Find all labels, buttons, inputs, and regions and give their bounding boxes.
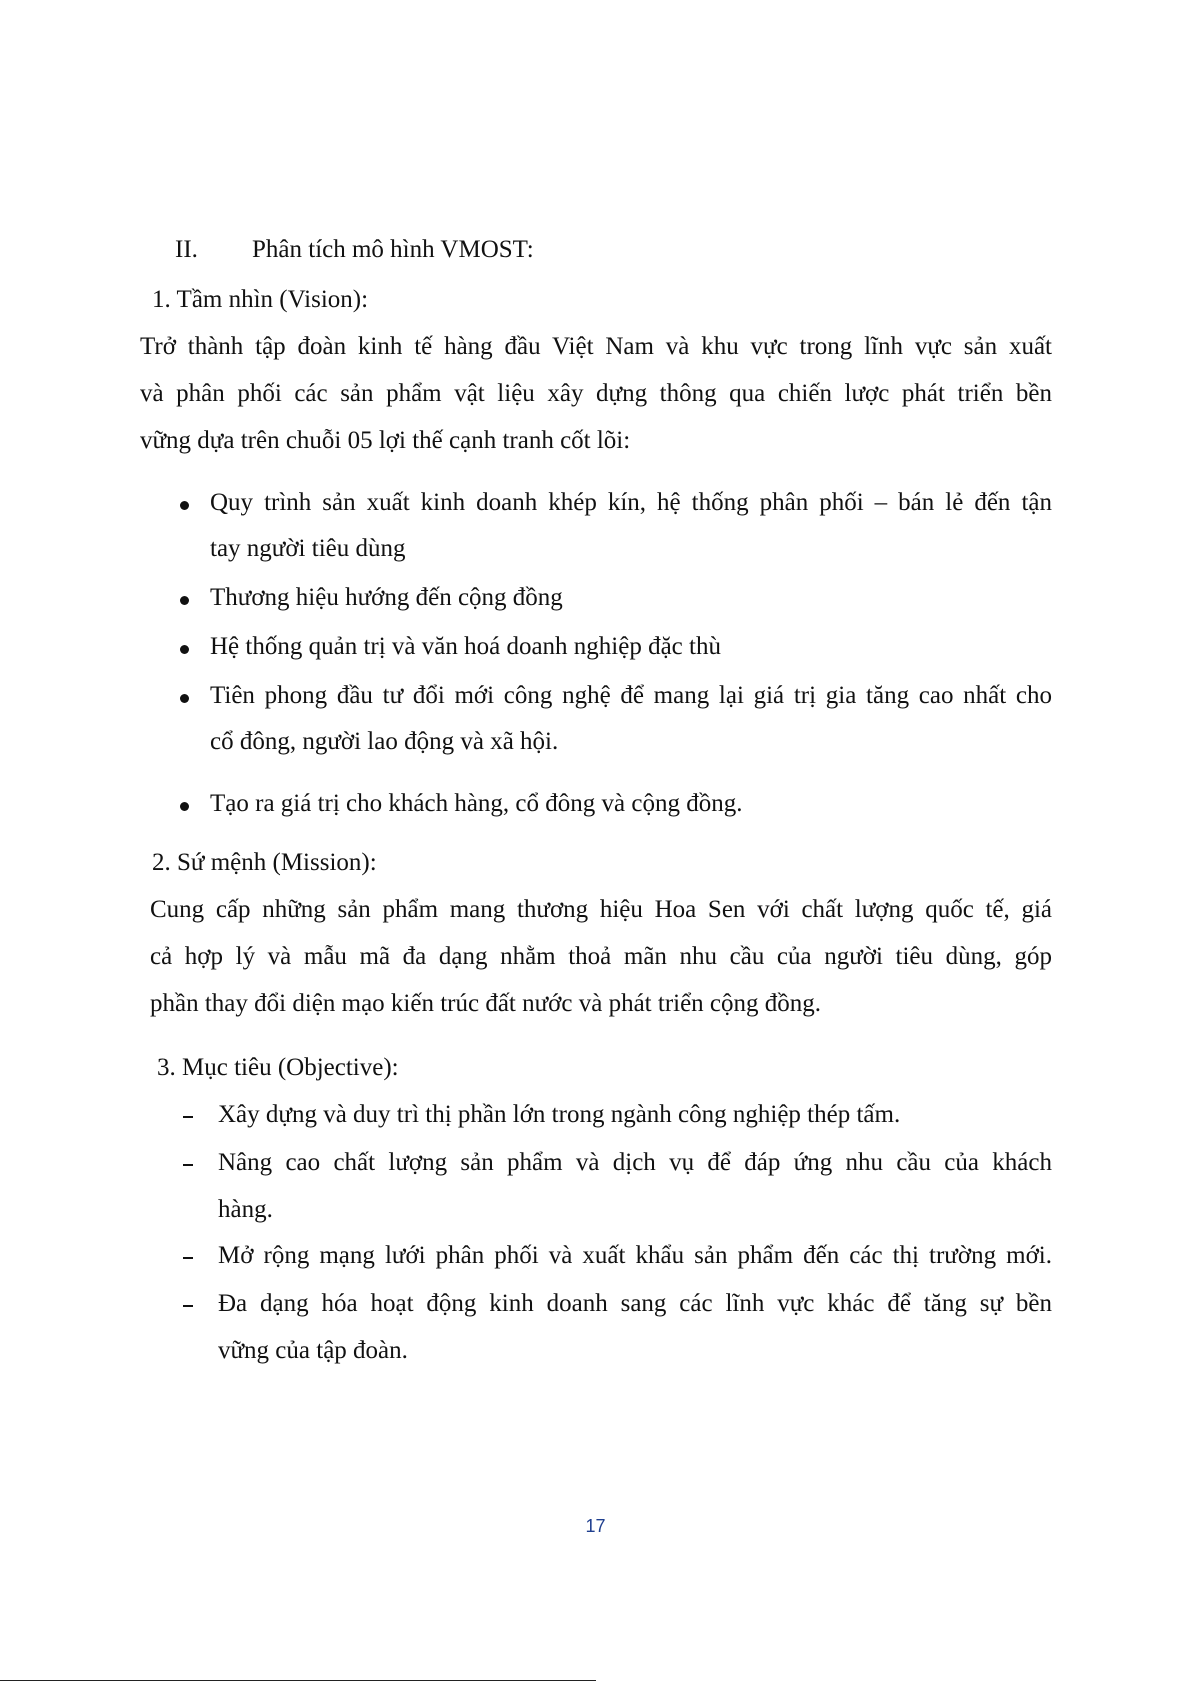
vision-paragraph-line: vững dựa trên chuỗi 05 lợi thế cạnh tranh cốt lõi: [140,427,631,454]
mission-paragraph-line: phần thay đổi diện mạo kiến trúc đất nước và phát triển cộng đồng. [150,990,822,1017]
vision-heading: 1. Tầm nhìn (Vision): [152,286,369,313]
vision-bullet-line: Tiên phong đầu tư đổi mới công nghệ để mang lại giá trị gia tăng cao nhất cho [210,682,1052,709]
bullet-icon [180,645,189,654]
section-number: II. [175,236,198,263]
vision-bullet-line: tay người tiêu dùng [210,535,406,562]
mission-heading: 2. Sứ mệnh (Mission): [152,849,377,876]
dash-icon [183,1164,193,1166]
mission-paragraph-line: cả hợp lý và mẫu mã đa dạng nhằm thoả mãn nhu cầu của người tiêu dùng, góp [150,943,1052,970]
dash-icon [183,1305,193,1307]
bullet-icon [180,802,189,811]
objective-item-line: Xây dựng và duy trì thị phần lớn trong ngành công nghiệp thép tấm. [218,1101,901,1128]
vision-paragraph-line: Trở thành tập đoàn kinh tế hàng đầu Việt Nam và khu vực trong lĩnh vực sản xuất [140,333,1052,360]
objective-item-line: hàng. [218,1196,273,1223]
vision-paragraph-line: và phân phối các sản phẩm vật liệu xây dựng thông qua chiến lược phát triển bền [140,380,1052,407]
bullet-icon [180,596,189,605]
vision-bullet-line: cổ đông, người lao động và xã hội. [210,728,559,755]
section-title: Phân tích mô hình VMOST: [252,236,534,263]
objective-item-line: vững của tập đoàn. [218,1337,408,1364]
page-number: 17 [585,1516,606,1536]
vision-bullet-line: Hệ thống quản trị và văn hoá doanh nghiệp đặc thù [210,633,721,660]
vision-bullet-line: Tạo ra giá trị cho khách hàng, cổ đông và cộng đồng. [210,790,743,817]
vision-bullet-line: Thương hiệu hướng đến cộng đồng [210,584,563,611]
objective-item-line: Nâng cao chất lượng sản phẩm và dịch vụ để đáp ứng nhu cầu của khách [218,1149,1052,1176]
dash-icon [183,1257,193,1259]
objective-heading: 3. Mục tiêu (Objective): [157,1054,399,1081]
vision-bullet-line: Quy trình sản xuất kinh doanh khép kín, hệ thống phân phối – bán lẻ đến tận [210,489,1052,516]
bullet-icon [180,501,189,510]
objective-item-line: Đa dạng hóa hoạt động kinh doanh sang các lĩnh vực khác để tăng sự bền [218,1290,1052,1317]
footer-divider [0,1680,596,1681]
bullet-icon [180,694,189,703]
mission-paragraph-line: Cung cấp những sản phẩm mang thương hiệu Hoa Sen với chất lượng quốc tế, giá [150,896,1052,923]
objective-item-line: Mở rộng mạng lưới phân phối và xuất khẩu sản phẩm đến các thị trường mới. [218,1242,1052,1269]
dash-icon [183,1116,193,1118]
